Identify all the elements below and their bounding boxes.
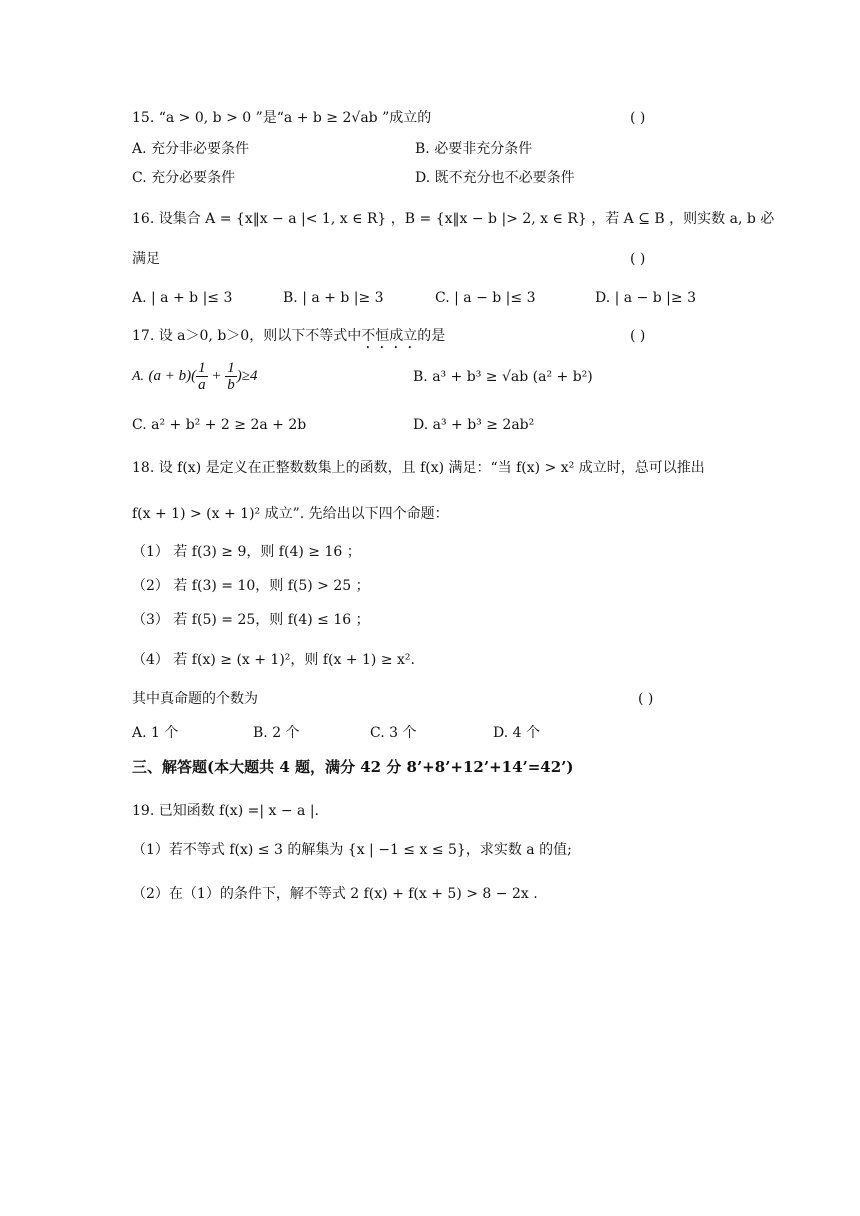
q17-option-c: C. a² + b² + 2 ≥ 2a + 2b <box>132 417 307 433</box>
q17-stem <box>132 326 445 352</box>
q18-stem: 18. 设 f(x) 是定义在正整数数集上的函数，且 f(x) 满足：“当 f(x) > x² 成立时，总可以推出 <box>132 460 705 476</box>
q17-option-b: B. a³ + b³ ≥ √ab (a² + b²) <box>413 369 593 385</box>
section-3-heading: 三、解答题(本大题共 4 题，满分 42 分 8’+8’+12’+14’=42’) <box>132 758 574 776</box>
q17-option-a <box>132 356 257 397</box>
q16-option-c: C. | a − b |≤ 3 <box>435 290 536 306</box>
q18-question: 其中真命题的个数为 <box>132 691 258 707</box>
q19-part-2: （2）在（1）的条件下，解不等式 2 f(x) + f(x + 5) > 8 − 2x . <box>132 886 538 902</box>
q15-stem: 15. “a > 0, b > 0 ”是“a + b ≥ 2√ab ”成立的 <box>132 110 432 126</box>
q17-option-d: D. a³ + b³ ≥ 2ab² <box>413 417 535 433</box>
q18-option-a: A. 1 个 <box>132 725 179 741</box>
q18-stem-line2: f(x + 1) > (x + 1)² 成立”. 先给出以下四个命题： <box>132 506 449 522</box>
q18-option-d: D. 4 个 <box>493 725 540 741</box>
q17-option-a-frac1: $\frac{1}{a}$ <box>198 359 206 393</box>
q17-stem-pre: 17. 设 a＞0, b＞0，则以下不等式中 <box>132 328 362 344</box>
q18-proposition-1: （1） 若 f(3) ≥ 9，则 f(4) ≥ 16 ； <box>132 544 361 560</box>
q15-option-a: A. 充分非必要条件 <box>132 141 250 157</box>
q17-option-a-post: )≥4 <box>236 368 258 384</box>
q18-option-c: C. 3 个 <box>370 725 417 741</box>
q18-proposition-2: （2） 若 f(3) = 10，则 f(5) > 25 ； <box>132 578 370 594</box>
q16-stem: 16. 设集合 A = {x‖x − a |< 1, x ∈ R} ，B = {x‖x − b |> 2, x ∈ R} ，若 A ⊆ B ，则实数 a, b 必 <box>132 211 775 227</box>
q16-option-d: D. | a − b |≥ 3 <box>595 290 696 306</box>
q17-stem-post: 的是 <box>417 328 446 344</box>
q18-option-b: B. 2 个 <box>253 725 300 741</box>
q17-option-a-label: A. <box>132 369 145 384</box>
q18-proposition-3: （3） 若 f(5) = 25，则 f(4) ≤ 16 ； <box>132 612 370 628</box>
q18-proposition-4: （4） 若 f(x) ≥ (x + 1)²，则 f(x + 1) ≥ x². <box>132 652 415 668</box>
q17-option-a-plus: + <box>207 368 226 384</box>
q19-stem: 19. 已知函数 f(x) =| x − a |. <box>132 803 320 819</box>
q16-option-b: B. | a + b |≥ 3 <box>283 290 384 306</box>
q17-option-a-pre: (a + b)( <box>148 368 197 384</box>
q15-option-d: D. 既不充分也不必要条件 <box>415 170 575 186</box>
q15-answer-paren[interactable]: ( ) <box>630 110 646 126</box>
q15-option-b: B. 必要非充分条件 <box>415 141 533 157</box>
q15-option-c: C. 充分必要条件 <box>132 170 236 186</box>
q17-option-a-frac2: $\frac{1}{b}$ <box>227 359 235 393</box>
q18-answer-paren[interactable]: ( ) <box>638 691 654 707</box>
q16-answer-paren[interactable]: ( ) <box>630 251 646 267</box>
q17-stem-emphasis: 不恒成立 <box>361 328 418 344</box>
q19-part-1: （1）若不等式 f(x) ≤ 3 的解集为 {x | −1 ≤ x ≤ 5}，求实数 a 的值; <box>132 842 572 858</box>
q16-option-a: A. | a + b |≤ 3 <box>132 290 233 306</box>
q16-stem-line2: 满足 <box>132 251 160 267</box>
q17-answer-paren[interactable]: ( ) <box>630 328 646 344</box>
